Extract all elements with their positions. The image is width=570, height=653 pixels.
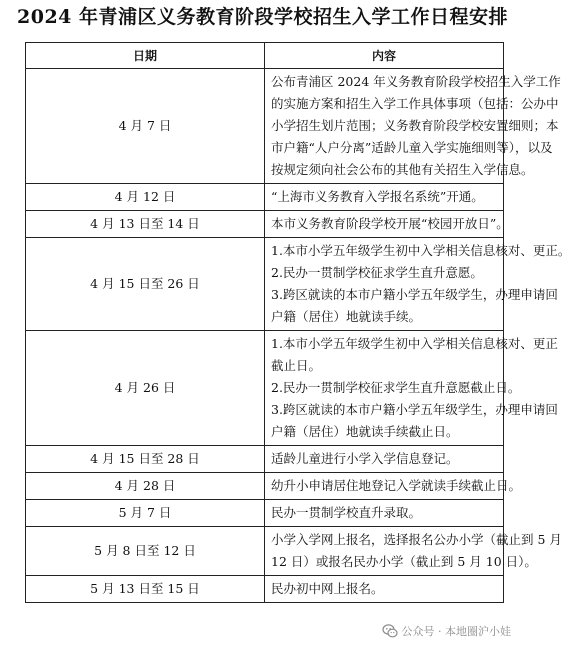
content-line: 户籍（居住）地就读手续。 [271,309,422,324]
table-row [26,238,504,331]
content-line: 按规定须向社会公布的其他有关招生入学信息。 [271,162,534,177]
row-date: 5 月 8 日至 12 日 [26,527,265,576]
table-row [26,527,504,576]
content-line: 1.本市小学五年级学生初中入学相关信息核对、更正 [271,336,558,351]
content-line: 3.跨区就读的本市户籍小学五年级学生，办理申请回 [271,402,558,417]
table-row [26,184,504,211]
header-content: 内容 [265,43,504,69]
content-line: 适龄儿童进行小学入学信息登记。 [271,451,459,466]
content-line: 1.本市小学五年级学生初中入学相关信息核对、更正。 [271,243,570,258]
content-line: 2.民办一贯制学校征求学生直升意愿截止日。 [271,380,521,395]
row-date: 4 月 7 日 [26,69,265,184]
content-line: 本市义务教育阶段学校开展“校园开放日”。 [271,216,509,231]
row-content [265,238,570,331]
row-content [265,527,562,576]
row-date: 4 月 28 日 [26,473,265,500]
content-line: 12 日）或报名民办小学（截止到 5 月 10 日）。 [271,554,537,569]
row-content [265,473,522,500]
page-title: 2024 年青浦区义务教育阶段学校招生入学工作日程安排 [17,6,508,28]
table-header-row [26,43,504,69]
header-date: 日期 [26,43,265,69]
content-line: 2.民办一贯制学校征求学生直升意愿。 [271,265,483,280]
row-content [265,69,561,184]
content-line: 3.跨区就读的本市户籍小学五年级学生，办理申请回 [271,287,558,302]
row-date: 4 月 15 日至 28 日 [26,446,265,473]
table-row [26,331,504,446]
content-line: 幼升小申请居住地登记入学就读手续截止日。 [271,478,522,493]
row-content [265,184,504,211]
content-line: 民办一贯制学校直升录取。 [271,505,422,520]
row-content [265,446,504,473]
wechat-icon [382,623,398,639]
row-date: 4 月 13 日至 14 日 [26,211,265,238]
content-line: 的实施方案和招生入学工作具体事项（包括：公办中 [271,96,559,111]
row-content [265,211,509,238]
table-row [26,69,504,184]
row-date: 5 月 13 日至 15 日 [26,576,265,603]
row-content [265,576,504,603]
row-date: 4 月 26 日 [26,331,265,446]
table-row [26,446,504,473]
table-row [26,211,504,238]
content-line: 公布青浦区 2024 年义务教育阶段学校招生入学工作 [271,74,561,89]
content-line: 小学入学网上报名，选择报名公办小学（截止到 5 月 [271,532,562,547]
content-line: 市户籍“人户分离”适龄儿童入学实施细则等），以及 [271,140,553,155]
row-content [265,500,504,527]
watermark-text: 公众号 · 本地圈沪小娃 [401,625,511,638]
content-line: 截止日。 [271,358,322,373]
row-date: 4 月 15 日至 26 日 [26,238,265,331]
content-line: “上海市义务教育入学报名系统”开通。 [271,189,484,204]
table-row [26,473,504,500]
row-date: 4 月 12 日 [26,184,265,211]
watermark [382,623,512,639]
content-line: 户籍（居住）地就读手续截止日。 [271,424,459,439]
schedule-table [25,42,570,603]
row-content [265,331,558,446]
table-row [26,576,504,603]
content-line: 小学招生划片范围；义务教育阶段学校安置细则；本 [271,118,559,133]
table-row [26,500,504,527]
content-line: 民办初中网上报名。 [271,581,384,596]
row-date: 5 月 7 日 [26,500,265,527]
